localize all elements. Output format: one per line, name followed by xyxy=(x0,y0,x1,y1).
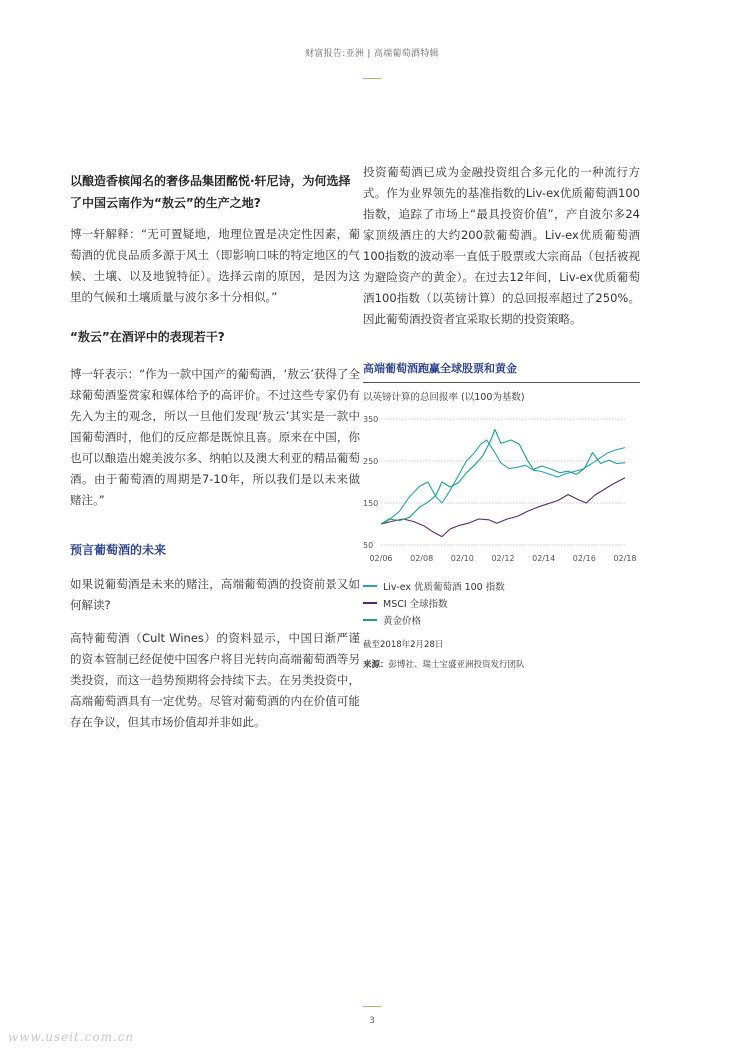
line-chart xyxy=(363,409,640,569)
chart-date-note: 截至2018年2月28日 xyxy=(363,640,444,650)
chart-legend xyxy=(363,577,640,628)
legend-item-livex xyxy=(363,577,640,594)
question-1: 以酿造香槟闻名的奢侈品集团酩悦·轩尼诗，为何选择了中国云南作为“敖云”的生产之地? xyxy=(70,174,351,210)
x-tick-label: 02/12 xyxy=(491,554,515,563)
question-2: “敖云”在酒评中的表现若干? xyxy=(70,330,225,344)
legend-label-gold: 黄金价格 xyxy=(383,615,422,627)
footer-divider xyxy=(363,1006,381,1007)
legend-item-msci xyxy=(363,594,640,611)
series-line-2 xyxy=(381,430,625,525)
source-label: 来源： xyxy=(363,660,389,670)
left-column xyxy=(70,170,360,745)
y-tick-label: 250 xyxy=(363,457,379,466)
legend-swatch-gold xyxy=(363,619,377,621)
x-tick-label: 02/18 xyxy=(613,554,637,563)
watermark: www.useit.com.cn xyxy=(8,1030,135,1044)
legend-swatch-msci xyxy=(363,602,377,604)
question-3: 如果说葡萄酒是未来的赌注，高端葡萄酒的投资前景又如何解读? xyxy=(70,577,360,612)
report-header: 财富报告:亚洲 | 高端葡萄酒特辑 xyxy=(305,49,439,59)
chart-subtitle: 以英镑计算的总回报率 (以100为基数) xyxy=(363,392,525,403)
series-line-0 xyxy=(381,440,625,524)
section-heading: 预言葡萄酒的未来 xyxy=(70,543,167,557)
legend-item-gold xyxy=(363,611,640,628)
page-number: 3 xyxy=(369,1016,375,1026)
chart-title-rule xyxy=(363,382,640,383)
y-tick-label: 350 xyxy=(363,415,379,424)
legend-label-livex: Liv-ex 优质葡萄酒 100 指数 xyxy=(383,581,505,593)
chart-source xyxy=(363,658,640,670)
legend-label-msci: MSCI 全球指数 xyxy=(383,598,448,610)
y-tick-label: 50 xyxy=(363,541,374,550)
x-tick-label: 02/10 xyxy=(450,554,474,563)
answer-1: 博一轩解释：“无可置疑地，地理位置是决定性因素，葡萄酒的优良品质多源于风土（即影响口味的特定地区的气候、土壤、以及地貌特征）。选择云南的原因，是因为这里的气候和土壤质量与波尔多十分相似。” xyxy=(70,227,360,304)
chart-title: 高端葡萄酒跑赢全球股票和黄金 xyxy=(363,362,517,375)
header-divider xyxy=(363,78,381,79)
answer-3: 高特葡萄酒（Cult Wines）的资料显示，中国日渐严谨的资本管制已经促使中国客户将目光转向高端葡萄酒等另类投资，而这一趋势预期将会持续下去。在另类投资中，高端葡萄酒具有一定优势。尽管对葡萄酒的内在价值可能存在争议，但其市场价值却并非如此。 xyxy=(70,631,360,729)
x-tick-label: 02/16 xyxy=(572,554,596,563)
right-column xyxy=(363,162,640,670)
source-text: 彭博社、瑞士宝盛亚洲投资发行团队 xyxy=(388,660,525,670)
x-tick-label: 02/06 xyxy=(369,554,393,563)
series-line-1 xyxy=(381,478,625,537)
x-tick-label: 02/08 xyxy=(410,554,434,563)
x-tick-label: 02/14 xyxy=(532,554,556,563)
y-tick-label: 150 xyxy=(363,499,379,508)
legend-swatch-livex xyxy=(363,585,377,587)
answer-2: 博一轩表示：“作为一款中国产的葡萄酒，‘敖云’获得了全球葡萄酒鉴赏家和媒体给予的高评价。不过这些专家仍有先入为主的观念，所以一旦他们发现‘敖云’其实是一款中国葡萄酒时，他们的反应都是既惊且喜。原来在中国，你也可以酿造出媲美波尔多、纳帕以及澳大利亚的精品葡萄酒。由于葡萄酒的周期是7-10年，所以我们是以未来做赌注。” xyxy=(70,367,360,507)
intro-paragraph: 投资葡萄酒已成为金融投资组合多元化的一种流行方式。作为业界领先的基准指数的Liv-ex优质葡萄酒100指数，追踪了市场上“最具投资价值”，产自波尔多24家顶级酒庄的大约200款葡萄酒。Liv-ex优质葡萄酒100指数的波动率一直低于股票或大宗商品（包括被视为避险资产的黄金）。在过去12年间，Liv-ex优质葡萄酒100指数（以英镑计算）的总回报率超过了250%。因此葡萄酒投资者宜采取长期的投资策略。 xyxy=(363,165,640,326)
